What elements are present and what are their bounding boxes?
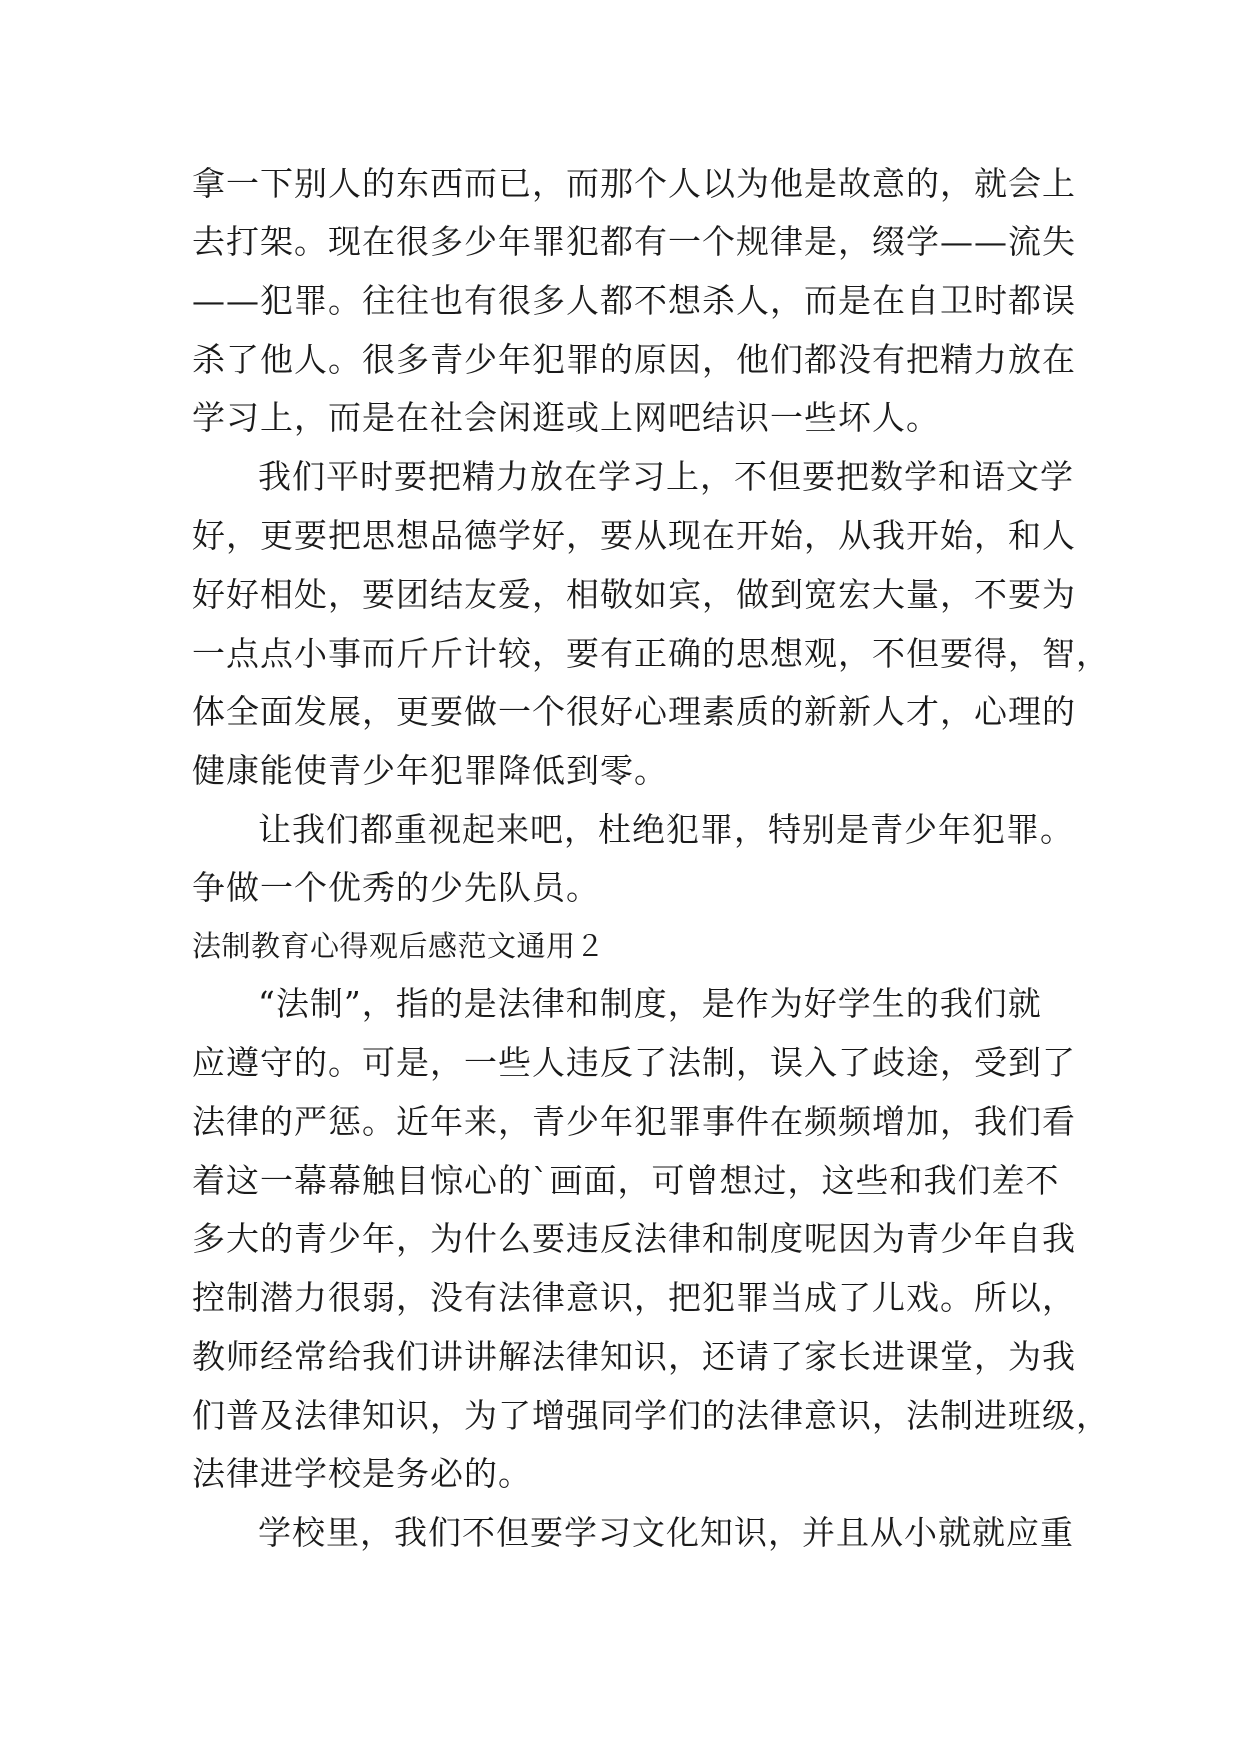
text-line: 着这一幕幕触目惊心的`画面，可曾想过，这些和我们差不	[192, 1161, 1060, 1200]
text-line: 健康能使青少年犯罪降低到零。	[192, 751, 668, 790]
paragraph-start-line: “法制”，指的是法律和制度，是作为好学生的我们就	[258, 984, 1042, 1023]
text-line: 拿一下别人的东西而已，而那个人以为他是故意的，就会上	[192, 164, 1076, 203]
text-line: 教师经常给我们讲讲解法律知识，还请了家长进课堂，为我	[192, 1337, 1076, 1376]
text-line: 法律的严惩。近年来，青少年犯罪事件在频频增加，我们看	[192, 1102, 1076, 1141]
paragraph-start-line: 我们平时要把精力放在学习上，不但要把数学和语文学	[258, 457, 1074, 496]
text-line: ——犯罪。往往也有很多人都不想杀人，而是在自卫时都误	[192, 281, 1076, 320]
text-line: 体全面发展，更要做一个很好心理素质的新新人才，心理的	[192, 692, 1076, 731]
text-line: 法律进学校是务必的。	[192, 1454, 532, 1493]
text-line: 多大的青少年，为什么要违反法律和制度呢因为青少年自我	[192, 1219, 1076, 1258]
text-line: 杀了他人。很多青少年犯罪的原因，他们都没有把精力放在	[192, 340, 1076, 379]
text-line: 们普及法律知识，为了增强同学们的法律意识，法制进班级，	[192, 1396, 1110, 1435]
text-line: 好好相处，要团结友爱，相敬如宾，做到宽宏大量，不要为	[192, 575, 1076, 614]
text-line: 好，更要把思想品德学好，要从现在开始，从我开始，和人	[192, 516, 1076, 555]
section-heading: 法制教育心得观后感范文通用２	[192, 929, 606, 963]
text-line: 应遵守的。可是，一些人违反了法制，误入了歧途，受到了	[192, 1043, 1076, 1082]
paragraph-start-line: 学校里，我们不但要学习文化知识，并且从小就就应重	[258, 1513, 1074, 1552]
paragraph-start-line: 让我们都重视起来吧，杜绝犯罪，特别是青少年犯罪。	[258, 810, 1074, 849]
text-line: 控制潜力很弱，没有法律意识，把犯罪当成了儿戏。所以，	[192, 1278, 1076, 1317]
text-line: 去打架。现在很多少年罪犯都有一个规律是，缀学——流失	[192, 222, 1076, 261]
text-line: 一点点小事而斤斤计较，要有正确的思想观，不但要得，智，	[192, 634, 1110, 673]
text-line: 学习上，而是在社会闲逛或上网吧结识一些坏人。	[192, 398, 940, 437]
text-line: 争做一个优秀的少先队员。	[192, 868, 600, 907]
